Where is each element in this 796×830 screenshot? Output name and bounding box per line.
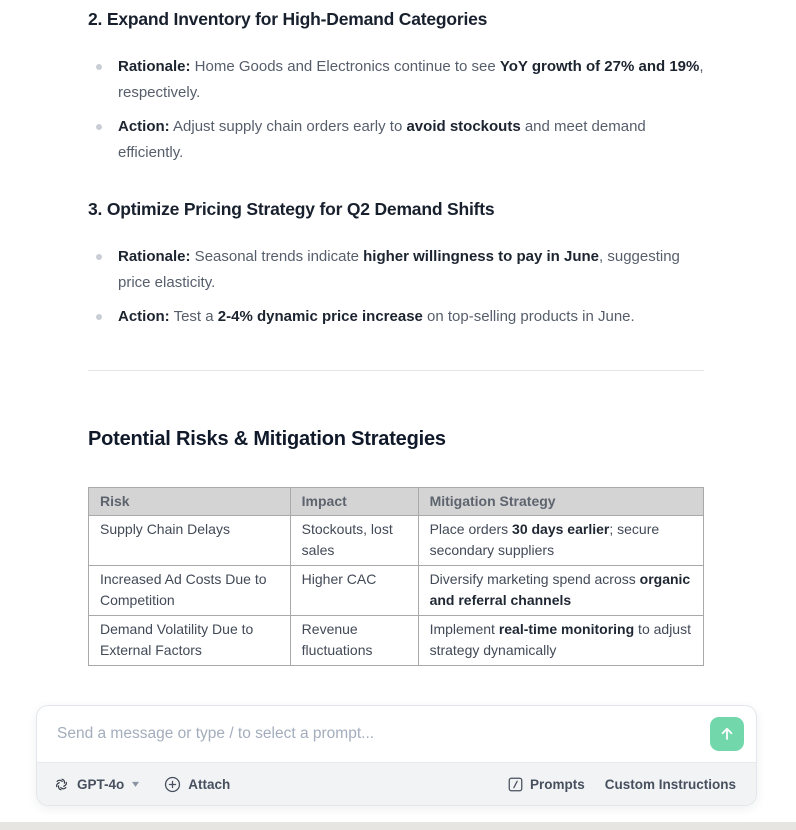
- bold-text: YoY growth of 27% and 19%: [499, 58, 700, 75]
- text: Supply Chain Delays: [100, 521, 230, 537]
- table-cell-impact: [290, 516, 418, 566]
- table-row: [89, 566, 704, 616]
- bullet-list: [88, 244, 704, 330]
- table-cell-mitigation: [418, 566, 703, 616]
- attach-label: Attach: [188, 776, 231, 792]
- text: , respectively.: [118, 58, 704, 101]
- table-cell-risk: [89, 516, 291, 566]
- table-cell-risk: [89, 566, 291, 616]
- table-body: [89, 516, 704, 666]
- list-item: [88, 54, 704, 106]
- bullet-icon: [96, 254, 102, 260]
- prompts-label: Prompts: [529, 776, 585, 792]
- text: Adjust supply chain orders early to: [169, 118, 407, 135]
- list-item: [88, 244, 704, 296]
- text: to adjust strategy dynamically: [429, 621, 691, 658]
- composer: [36, 705, 757, 806]
- chevron-down-icon: ▾: [132, 778, 140, 790]
- plus-circle-icon: [164, 776, 181, 793]
- text: , suggesting price elasticity.: [118, 248, 680, 291]
- bold-text: real-time monitoring: [498, 621, 635, 637]
- bullet-icon: [96, 314, 102, 320]
- list-item: [88, 304, 704, 330]
- bold-text: avoid stockouts: [406, 118, 521, 135]
- table-cell-mitigation: [418, 516, 703, 566]
- prompts-button[interactable]: [508, 777, 585, 792]
- section-heading: 3. Optimize Pricing Strategy for Q2 Demand Shifts: [88, 199, 495, 219]
- text: Revenue fluctuations: [301, 621, 373, 658]
- bold-text: Action:: [118, 308, 170, 325]
- text: Demand Volatility Due to External Factors: [100, 621, 254, 658]
- text: and meet demand efficiently.: [118, 118, 646, 161]
- text: on top-selling products in June.: [422, 308, 635, 325]
- section-heading: 2. Expand Inventory for High-Demand Categories: [88, 9, 488, 29]
- slash-square-icon: [508, 777, 523, 792]
- bold-text: Rationale:: [118, 58, 191, 75]
- column-header: Impact: [290, 488, 418, 516]
- text: Increased Ad Costs Due to Competition: [100, 571, 267, 608]
- table-cell-impact: [290, 616, 418, 666]
- text: Seasonal trends indicate: [190, 248, 364, 265]
- section-pricing-strategy: [88, 198, 704, 330]
- table-row: [89, 516, 704, 566]
- arrow-up-icon: [719, 726, 735, 742]
- text: Home Goods and Electronics continue to see: [190, 58, 500, 75]
- composer-toolbar: [37, 762, 756, 805]
- custom-instructions-label: Custom Instructions: [604, 776, 736, 792]
- openai-logo-icon: [53, 776, 70, 793]
- risks-table: [88, 487, 704, 666]
- table-cell-impact: [290, 566, 418, 616]
- text: Diversify marketing spend across: [429, 571, 640, 587]
- table-cell-mitigation: [418, 616, 703, 666]
- list-item: [88, 114, 704, 166]
- column-header: Mitigation Strategy: [418, 488, 703, 516]
- text: ; secure secondary suppliers: [429, 521, 660, 558]
- text: Test a: [169, 308, 218, 325]
- message-input[interactable]: [37, 725, 756, 743]
- text: Implement: [429, 621, 499, 637]
- bold-text: 2-4% dynamic price increase: [217, 308, 423, 325]
- text: Place orders: [429, 521, 513, 537]
- section-expand-inventory: [88, 8, 704, 166]
- risks-heading: Potential Risks & Mitigation Strategies: [88, 428, 446, 450]
- table-row: [89, 616, 704, 666]
- column-header: Risk: [89, 488, 291, 516]
- bold-text: Action:: [118, 118, 170, 135]
- text: Stockouts, lost sales: [301, 521, 393, 558]
- send-button[interactable]: [710, 717, 744, 751]
- assistant-message-content: [88, 0, 704, 666]
- model-label: GPT-4o: [77, 776, 125, 792]
- text: Higher CAC: [301, 571, 377, 587]
- bullet-list: [88, 54, 704, 166]
- table-cell-risk: [89, 616, 291, 666]
- bold-text: organic and referral channels: [429, 571, 691, 608]
- attach-button[interactable]: [164, 776, 230, 793]
- custom-instructions-button[interactable]: [605, 777, 736, 792]
- bullet-icon: [96, 64, 102, 70]
- bottom-edge-bar: [0, 822, 796, 830]
- bold-text: 30 days earlier: [512, 521, 610, 537]
- model-selector[interactable]: [53, 776, 138, 793]
- composer-input-row: [37, 706, 756, 762]
- bold-text: Rationale:: [118, 248, 191, 265]
- table-header-row: [89, 488, 704, 516]
- section-divider: [88, 370, 704, 371]
- bold-text: higher willingness to pay in June: [363, 248, 600, 265]
- bullet-icon: [96, 124, 102, 130]
